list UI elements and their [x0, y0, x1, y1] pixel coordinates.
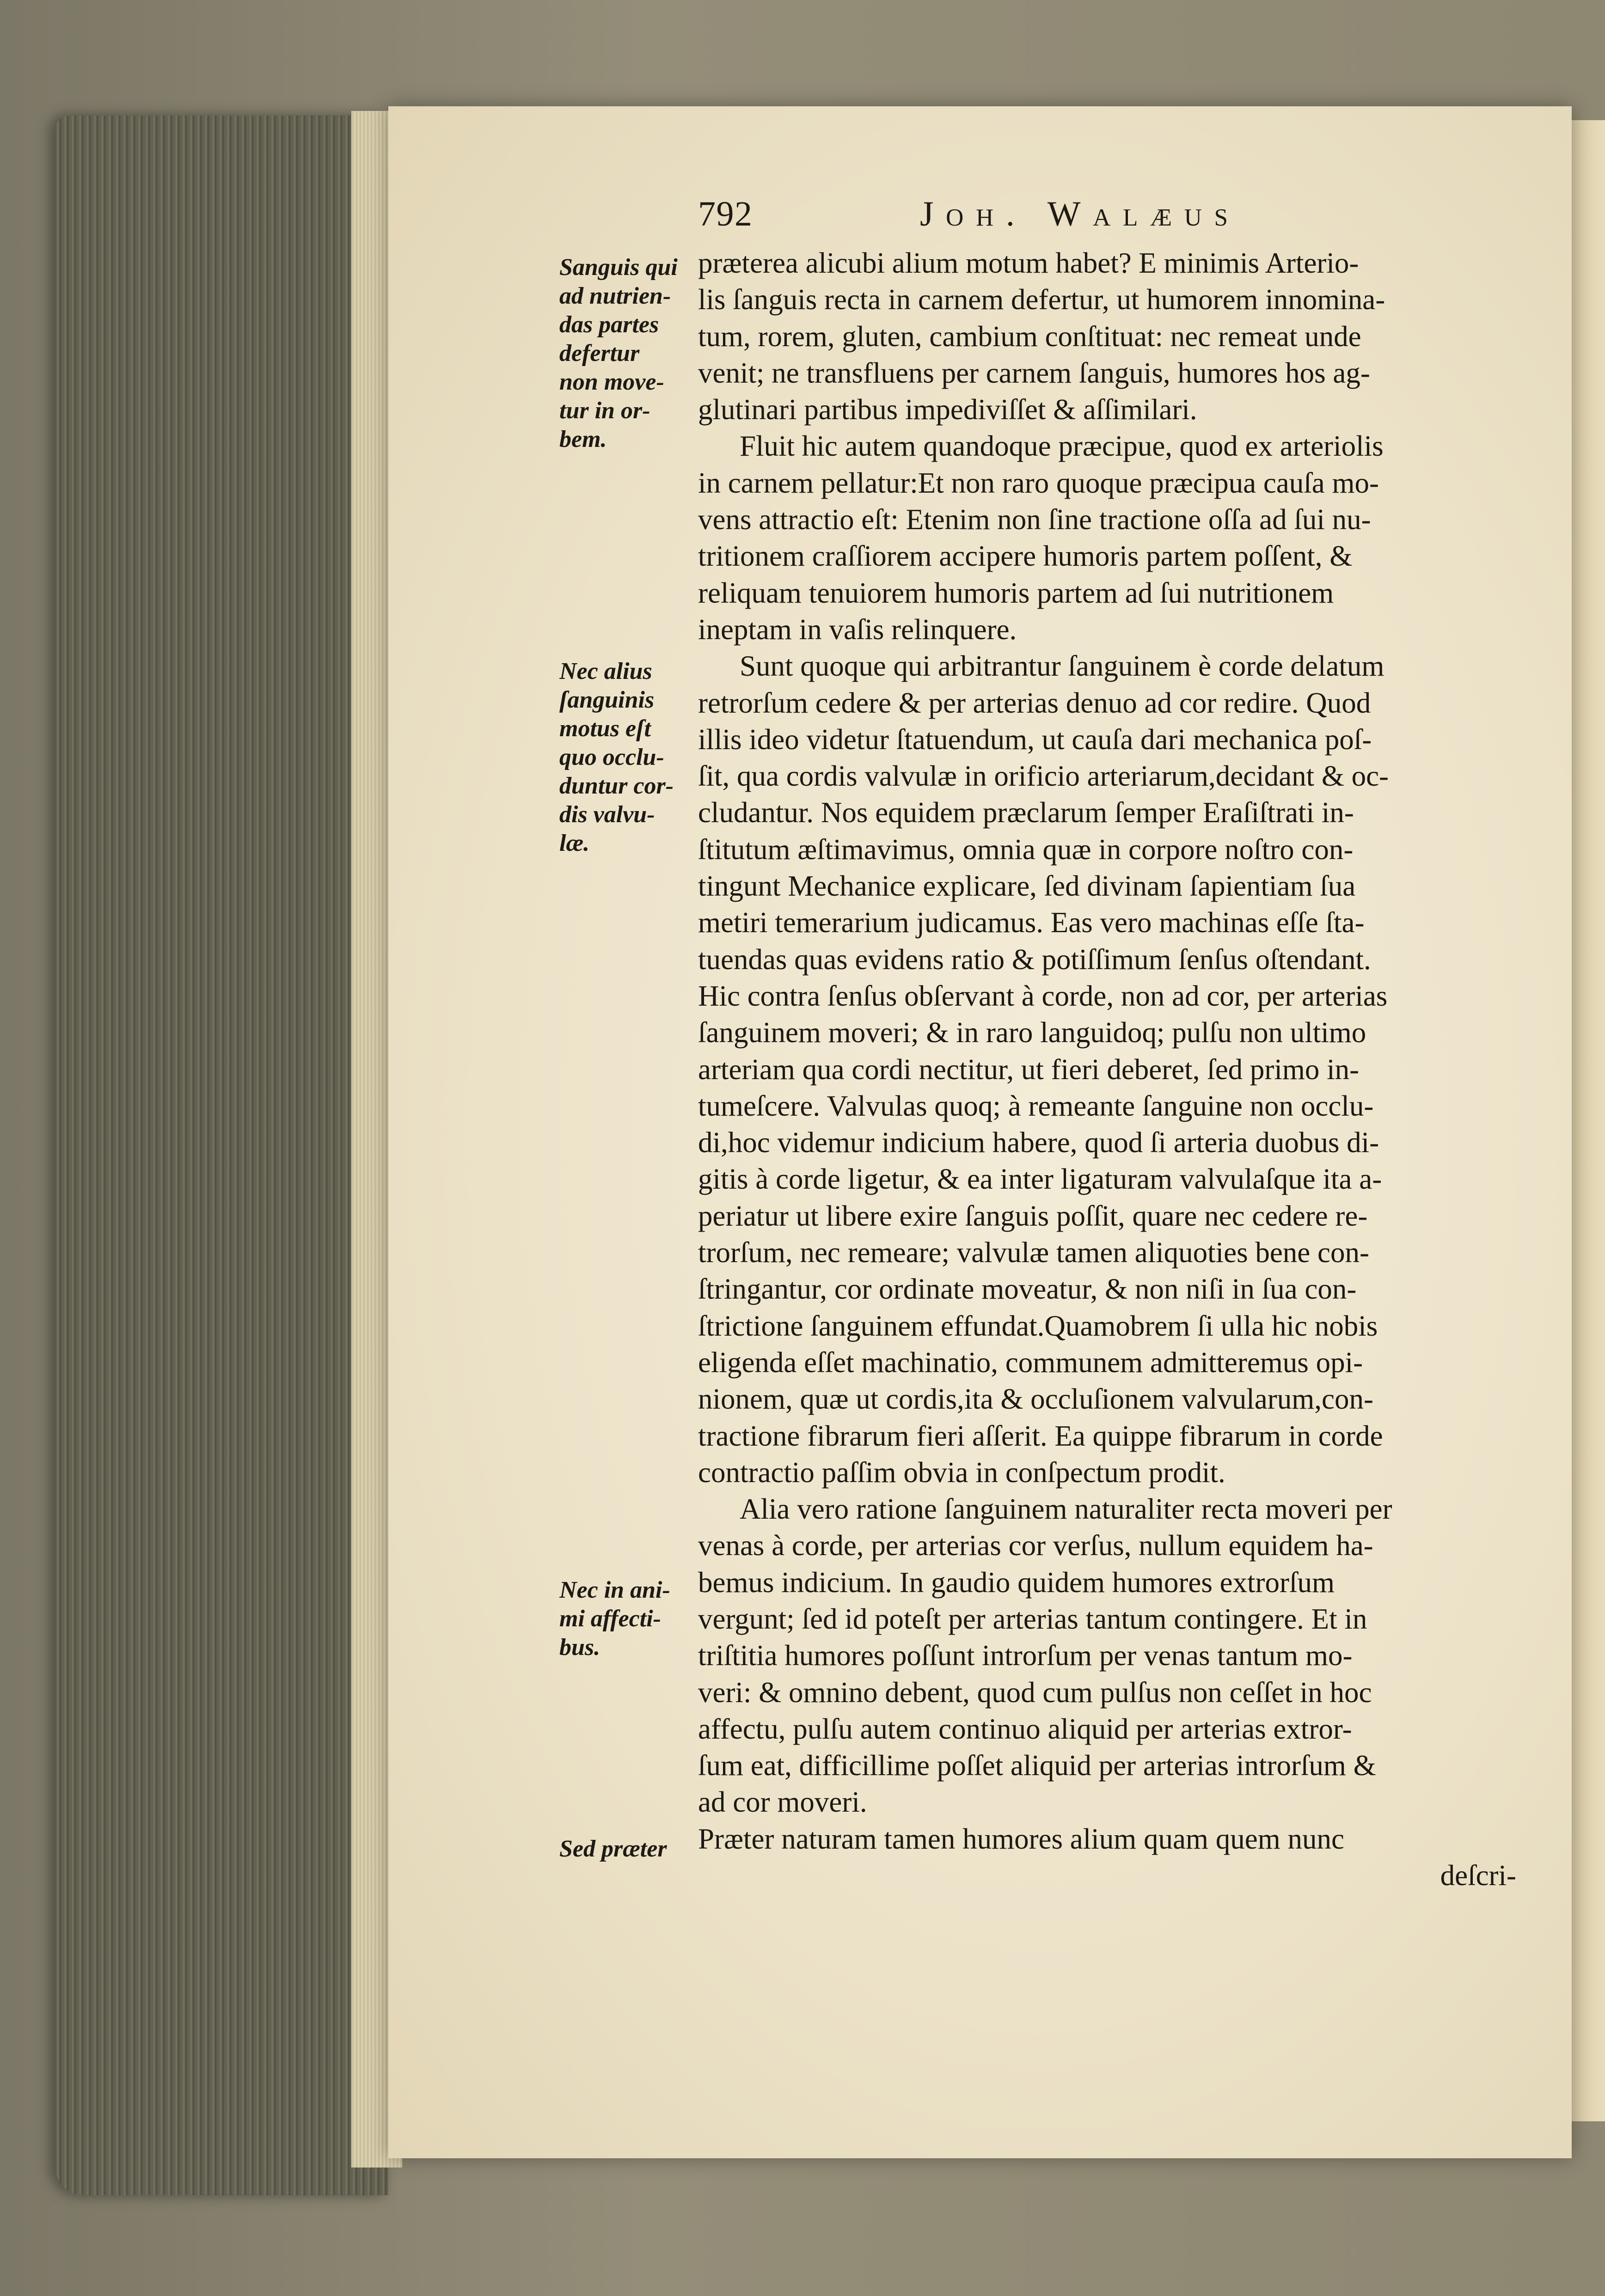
text-line: retrorſum cedere & per arterias denuo ad cor redire. Quod: [698, 686, 1371, 719]
text-line: bemus indicium. In gaudio quidem humores extrorſum: [698, 1566, 1335, 1599]
page-number: 792: [698, 195, 753, 233]
margin-note-line: læ.: [559, 830, 589, 856]
text-line: ineptam in vaſis relinquere.: [698, 613, 1017, 646]
margin-note-line: bus.: [559, 1634, 600, 1661]
text-line: præterea alicubi alium motum habet? E minimis Arterio-: [698, 247, 1359, 279]
text-line: ſum eat, difficillime poſſet aliquid per arterias introrſum &: [698, 1749, 1376, 1782]
text-line: reliquam tenuiorem humoris partem ad ſui nutritionem: [698, 576, 1334, 609]
text-line: gitis à corde ligetur, & ea inter ligaturam valvulaſque ita a-: [698, 1163, 1382, 1196]
text-line: Fluit hic autem quandoque præcipue, quod ex arteriolis: [740, 430, 1384, 463]
text-line: contractio paſſim obvia in conſpectum prodit.: [698, 1456, 1225, 1489]
running-head-author: Joh. Walæus: [920, 195, 1240, 233]
text-line: venit; ne transfluens per carnem ſanguis, humores hos ag-: [698, 356, 1370, 389]
text-line: Hic contra ſenſus obſervant à corde, non ad cor, per arterias: [698, 979, 1388, 1012]
margin-note-line: tur in or-: [559, 397, 650, 424]
margin-note-line: motus eſt: [559, 715, 651, 742]
text-line: tum, rorem, gluten, cambium conſtituat: nec remeat unde: [698, 320, 1361, 353]
text-line: trorſum, nec remeare; valvulæ tamen aliquoties bene con-: [698, 1236, 1369, 1269]
text-line: vens attractio eſt: Etenim non ſine tractione oſſa ad ſui nu-: [698, 503, 1371, 536]
text-line: venas à corde, per arterias cor verſus, nullum equidem ha-: [698, 1529, 1373, 1562]
margin-note-line: defertur: [559, 340, 640, 366]
facing-page-edge: [1567, 120, 1605, 2121]
text-line: illis ideo videtur ſtatuendum, ut cauſa dari mechanica poſ-: [698, 723, 1372, 756]
text-line: ſtringantur, cor ordinate moveatur, & non niſi in ſua con-: [698, 1273, 1357, 1306]
text-line: Sunt quoque qui arbitrantur ſanguinem è corde delatum: [740, 650, 1384, 683]
text-line: veri: & omnino debent, quod cum pulſus non ceſſet in hoc: [698, 1676, 1372, 1709]
catchword: deſcri-: [1440, 1859, 1516, 1892]
margin-note: [559, 657, 693, 858]
text-line: periatur ut libere exire ſanguis poſſit, quare nec cedere re-: [698, 1199, 1368, 1232]
text-line: arteriam qua cordi nectitur, ut fieri deberet, ſed primo in-: [698, 1053, 1360, 1086]
text-line: ſtitutum æſtimavimus, omnia quæ in corpore noſtro con-: [698, 833, 1354, 866]
text-line: tuendas quas evidens ratio & potiſſimum ſenſus oſtendant.: [698, 943, 1371, 976]
book-block-edge: [55, 116, 388, 2195]
text-line: metiri temerarium judicamus. Eas vero machinas eſſe ſta-: [698, 906, 1365, 939]
margin-note-line: non move-: [559, 369, 664, 395]
margin-note: [559, 1576, 693, 1662]
text-line: triſtitia humores poſſunt introrſum per venas tantum mo-: [698, 1639, 1353, 1672]
margin-note-line: quo occlu-: [559, 744, 664, 770]
margin-note-line: ſanguinis: [559, 687, 655, 713]
text-line: tractione fibrarum fieri aſſerit. Ea quippe fibrarum in corde: [698, 1419, 1383, 1452]
margin-note-line: mi affecti-: [559, 1606, 661, 1632]
margin-note-line: bem.: [559, 426, 607, 452]
margin-note: [559, 1835, 693, 1863]
text-line: ſtrictione ſanguinem effundat.Quamobrem ſi ulla hic nobis: [698, 1309, 1378, 1342]
text-line: eligenda eſſet machinatio, communem admitteremus opi-: [698, 1346, 1363, 1379]
text-line: di,hoc videmur indicium habere, quod ſi arteria duobus di-: [698, 1126, 1379, 1159]
margin-note-line: Sed præter: [559, 1836, 667, 1862]
text-line: Alia vero ratione ſanguinem naturaliter recta moveri per: [740, 1493, 1392, 1526]
text-line: tumeſcere. Valvulas quoq; à remeante ſanguine non occlu-: [698, 1089, 1374, 1122]
body-text: [698, 245, 1516, 1894]
text-line: lis ſanguis recta in carnem defertur, ut humorem innomina-: [698, 283, 1385, 316]
margin-note-line: Nec in ani-: [559, 1577, 670, 1603]
text-line: ſit, qua cordis valvulæ in orificio arteriarum,decidant & oc-: [698, 760, 1389, 793]
margin-note-line: dis valvu-: [559, 801, 655, 828]
text-line: in carnem pellatur:Et non raro quoque præcipua cauſa mo-: [698, 466, 1379, 499]
text-line: ad cor moveri.: [698, 1786, 867, 1819]
margin-note-line: duntur cor-: [559, 773, 674, 799]
text-line: glutinari partibus impediviſſet & aſſimilari.: [698, 393, 1197, 426]
text-line: Præter naturam tamen humores alium quam quem nunc: [698, 1822, 1344, 1855]
margin-note: [559, 253, 693, 454]
text-line: vergunt; ſed id poteſt per arterias tantum contingere. Et in: [698, 1602, 1367, 1635]
text-line: ſanguinem moveri; & in raro languidoq; pulſu non ultimo: [698, 1016, 1366, 1049]
running-head: [698, 194, 1345, 236]
margin-note-line: das partes: [559, 311, 659, 338]
margin-note-line: Sanguis qui: [559, 254, 678, 281]
text-line: cludantur. Nos equidem præclarum ſemper Eraſiſtrati in-: [698, 796, 1354, 829]
text-line: tritionem craſſiorem accipere humoris partem poſſent, &: [698, 540, 1353, 573]
text-line: affectu, pulſu autem continuo aliquid per arterias extror-: [698, 1712, 1352, 1745]
margin-note-line: Nec alius: [559, 658, 652, 684]
text-line: nionem, quæ ut cordis,ita & occluſionem valvularum,con-: [698, 1383, 1373, 1416]
text-line: tingunt Mechanice explicare, ſed divinam ſapientiam ſua: [698, 870, 1356, 903]
margin-note-line: ad nutrien-: [559, 283, 671, 309]
